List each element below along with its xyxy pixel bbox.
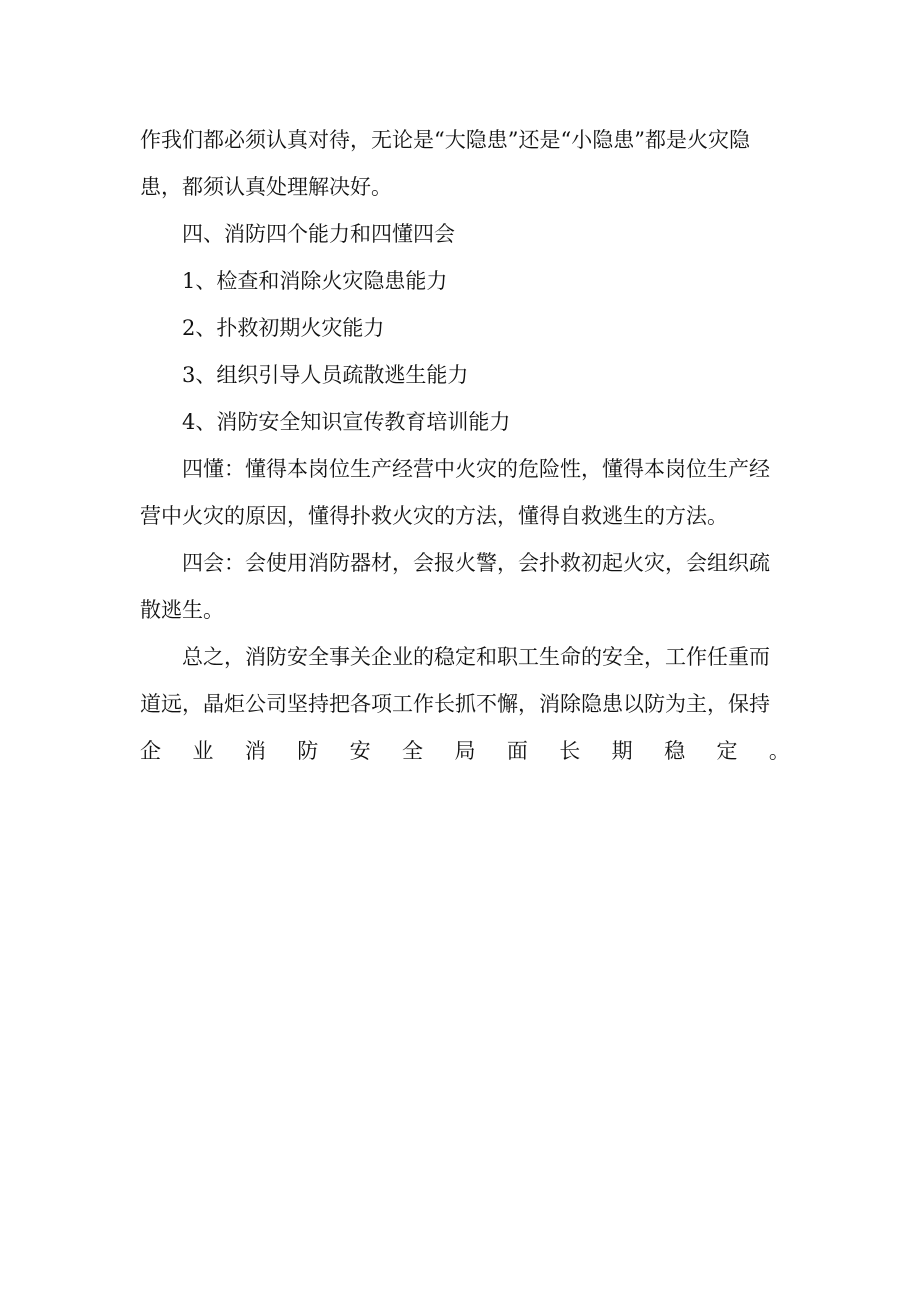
section-heading-four: 四、消防四个能力和四懂四会 bbox=[182, 222, 455, 246]
list-item: 4、消防安全知识宣传教育培训能力 bbox=[182, 410, 511, 434]
last-line-char: 全 bbox=[402, 739, 424, 763]
last-line-char: 期 bbox=[611, 739, 633, 763]
paragraph-four-abilities: 四会：会使用消防器材，会报火警，会扑救初起火灾，会组织疏散逃生。 bbox=[140, 551, 770, 622]
last-line-char: 长 bbox=[559, 739, 581, 763]
last-line-char: 防 bbox=[297, 739, 319, 763]
list-item: 3、组织引导人员疏散逃生能力 bbox=[182, 363, 469, 387]
last-line-char: 消 bbox=[244, 739, 266, 763]
last-line-char: 稳 bbox=[664, 739, 686, 763]
last-line-char: 。 bbox=[768, 739, 790, 763]
paragraph-continuation: 作我们都必须认真对待，无论是“大隐患”还是“小隐患”都是火灾隐患，都须认真处理解决好。 bbox=[140, 128, 750, 199]
last-line-char: 企 bbox=[140, 739, 161, 763]
paragraph-four-understandings: 四懂：懂得本岗位生产经营中火灾的危险性，懂得本岗位生产经营中火灾的原因，懂得扑救火灾的方法，懂得自救逃生的方法。 bbox=[140, 457, 770, 528]
last-line-char: 面 bbox=[506, 739, 528, 763]
list-item: 2、扑救初期火灾能力 bbox=[182, 316, 385, 340]
document-body bbox=[140, 117, 790, 775]
last-line-char: 局 bbox=[454, 739, 476, 763]
paragraph-conclusion: 总之，消防安全事关企业的稳定和职工生命的安全，工作任重而道远，晶炬公司坚持把各项工作长抓不懈，消除隐患以防为主，保持 bbox=[140, 645, 770, 716]
list-item: 1、检查和消除火灾隐患能力 bbox=[182, 269, 448, 293]
last-line-char: 业 bbox=[192, 739, 214, 763]
last-line-char: 定 bbox=[716, 739, 738, 763]
justified-last-line bbox=[140, 728, 790, 775]
last-line-char: 安 bbox=[349, 739, 371, 763]
